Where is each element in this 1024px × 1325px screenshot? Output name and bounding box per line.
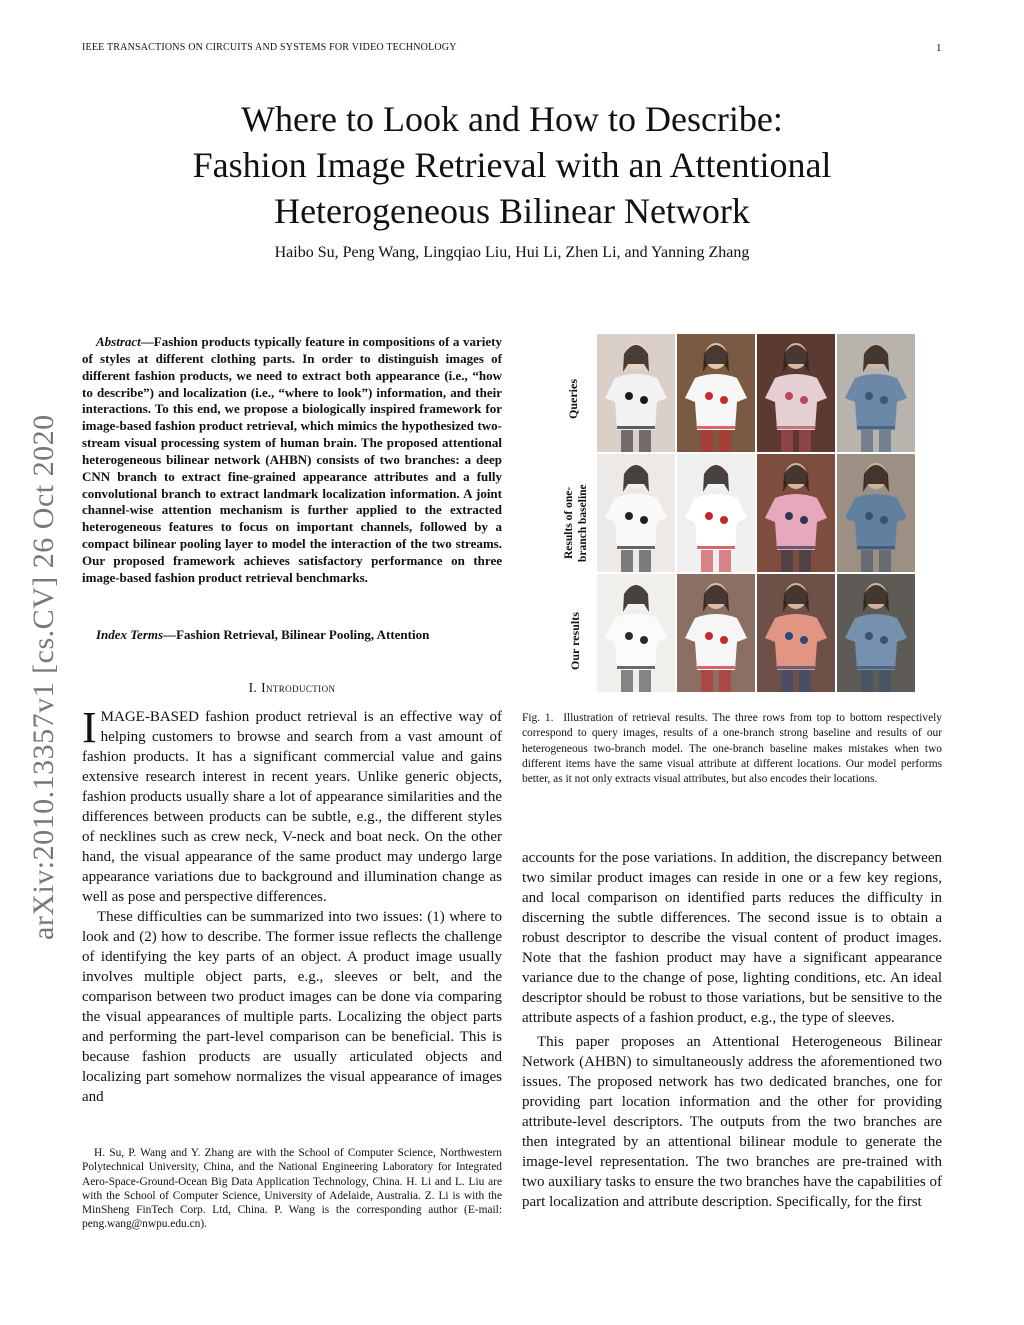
title-line-3: Heterogeneous Bilinear Network [274,191,750,231]
intro-paragraph-2: These difficulties can be summarized into two issues: (1) where to look and (2) how to describe. The former issue reflects the challenge of identifying the key parts of an object. A product image usually involves multiple object parts, e.g., sleeves or belt, and the comparison between two product images can be done via comparing the visual appearances of multiple parts. Localizing the object parts and performing the part-level comparison can be beneficial. This is because fashion products are usually articulated objects and localizing part somehow normalizes the visual appearance of images and [82,909,502,1105]
figure-1 [560,334,920,694]
photo-query-4 [837,334,915,452]
row-label-baseline-line2: branch baseline [577,484,589,562]
arxiv-stamp: arXiv:2010.13357v1 [cs.CV] 26 Oct 2020 [27,414,60,940]
photo-baseline-4 [837,454,915,572]
affiliation-footnote: H. Su, P. Wang and Y. Zhang are with the School of Computer Science, Northwestern Polytechnical University, China, and the National Engineering Laboratory for Integrated Aero-Space-Ground-Ocean Big Data Application Technology, China. H. Li and L. Liu are with the School of Computer Science, University of Adelaide, Australia. Z. Li is with the MinSheng FinTech Corp. Ltd, China. P. Wang is the corresponding author (E-mail: peng.wang@nwpu.edu.cn). [82,1147,502,1231]
intro-paragraph-1-text: MAGE-BASED fashion product retrieval is an effective way of helping customers to browse and search from a vast amount of fashion products. It has a significant commercial value and gains extensive research interest in recent years. Unlike generic objects, fashion products usually share a lot of appearance similarities and the differences between products can be subtle, e.g., the different styles of necklines such as crew neck, V-neck and boat neck. On the other hand, the visual appearance of the same product may undergo large appearance variations due to background and illumination change as well as pose and perspective differences. [82,709,502,905]
dropcap-letter: I [82,703,97,752]
section-number: I. [248,680,258,695]
index-terms-label: Index Terms [96,627,164,642]
intro-right-column [522,848,942,1212]
photo-baseline-2 [677,454,755,572]
right-paragraph-1: accounts for the pose variations. In addition, the discrepancy between two similar product images can reside in one or a few key regions, and local comparison on identified parts reduces the difficulty in discerning the subtle differences. The second issue is to obtain a robust descriptor to describe the visual content of product images. Note that the fashion product may have a significant appearance variance due to the change of pose, lighting conditions, etc. An ideal descriptor should be robust to those variations, but be sensitive to the attribute aspects of a fashion product, e.g., the type of sleeves. [522,850,942,1026]
page-number: 1 [936,42,942,54]
photo-baseline-1 [597,454,675,572]
right-paragraph-2: This paper proposes an Attentional Heterogeneous Bilinear Network (AHBN) to simultaneously address the aforementioned two issues. The proposed network has two dedicated branches, one for providing part location information and the other for providing attribute-level descriptors. The outputs from the two branches are then integrated by an attentional bilinear module to generate the image-level representation. The two branches are pre-trained with two auxiliary tasks to ensure the two branches have the capabilities of part localization and attribute description. Specifically, for the first [522,1034,942,1210]
abstract-text: —Fashion products typically feature in compositions of a variety of styles at different clothing parts. In order to distinguish images of different fashion products, we need to extract both appearance (i.e., “how to describe”) and localization (i.e., “where to look”) information, and their interactions. To this end, we propose a biologically inspired framework for image-based fashion product retrieval, which mimics the hypothesized two-stream visual processing system of human brain. The proposed attentional heterogeneous bilinear network (AHBN) consists of two branches: a deep CNN branch to extract fine-grained appearance attributes and a fully convolutional branch to extract landmark localization information. A joint channel-wise attention mechanism is further applied to the extracted heterogeneous features to focus on important channels, followed by a compact bilinear pooling layer to model the interaction of the two streams. Our proposed framework achieves satisfactory performance on three image-based fashion product retrieval benchmarks. [82,334,502,585]
title-line-2: Fashion Image Retrieval with an Attentional [192,145,832,185]
index-terms [82,627,502,643]
photo-query-1 [597,334,675,452]
figure-caption [522,711,942,787]
photo-ours-3 [757,574,835,692]
abstract-label: Abstract [96,334,141,349]
caption-label: Fig. 1. [522,712,554,724]
caption-text: Illustration of retrieval results. The three rows from top to bottom respectively correspond to query images, results of a one-branch strong baseline and results of our heterogeneous two-branch model. The one-branch baseline makes mistakes when two different items have the same visual attribute at different locations. Our model performs better, as it not only extracts visual attributes, but also encodes their locations. [522,712,942,786]
photo-baseline-3 [757,454,835,572]
running-head: IEEE TRANSACTIONS ON CIRCUITS AND SYSTEMS FOR VIDEO TECHNOLOGY [82,42,457,53]
photo-query-3 [757,334,835,452]
index-terms-text: —Fashion Retrieval, Bilinear Pooling, Attention [163,627,430,642]
intro-paragraph-1 [82,703,502,907]
abstract [82,334,502,587]
author-list: Haibo Su, Peng Wang, Lingqiao Liu, Hui Li, Zhen Li, and Yanning Zhang [274,244,750,261]
paper-title [100,96,924,234]
title-line-1: Where to Look and How to Describe: [241,99,783,139]
row-label-queries: Queries [566,379,580,419]
row-label-our-results: Our results [568,612,582,670]
row-label-baseline-line1: Results of one- [563,486,575,559]
intro-left-column [82,703,502,1107]
photo-ours-4 [837,574,915,692]
photo-query-2 [677,334,755,452]
section-heading [82,680,502,696]
photo-ours-1 [597,574,675,692]
section-title: Introduction [261,680,336,695]
photo-ours-2 [677,574,755,692]
